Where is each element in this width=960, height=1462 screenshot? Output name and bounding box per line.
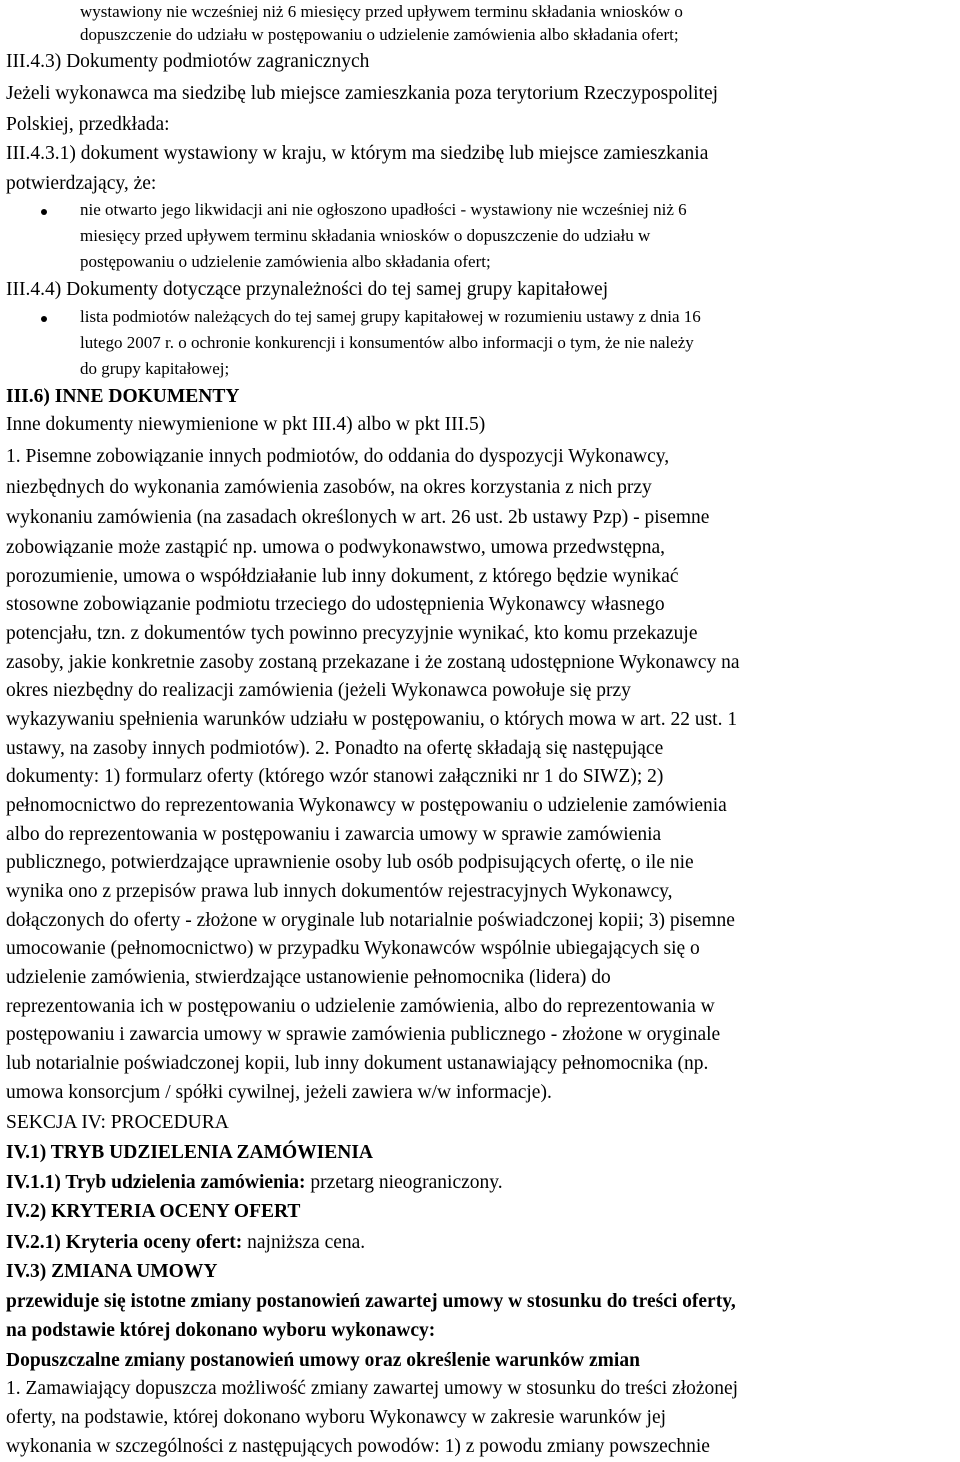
section-heading: IV.3) ZMIANA UMOWY [6,1261,218,1282]
text-line [6,1173,503,1193]
text-line: dołączonych do oferty - złożone w oryginale lub notarialnie poświadczonej kopii; 3) pisemne [6,910,735,931]
text-line: porozumienie, umowa o współdziałanie lub inny dokument, z którego będzie wynikać [6,566,679,587]
section-heading: SEKCJA IV: PROCEDURA [6,1112,229,1133]
text-line: potencjału, tzn. z dokumentów tych powinno precyzyjnie wynikać, kto komu przekazuje [6,623,698,644]
bullet-icon [41,209,47,215]
text-line: wykonaniu zamówienia (na zasadach określonych w art. 26 ust. 2b ustawy Pzp) - pisemne [6,507,710,528]
text-line: oferty, na podstawie, której dokonano wyboru Wykonawcy w zakresie warunków jej [6,1407,667,1428]
text-line: reprezentowania ich w postępowaniu o udzielenie zamówienia, albo do reprezentowania w [6,996,715,1017]
text-line: udzielenie zamówienia, stwierdzające ustanowienie pełnomocnika (lidera) do [6,967,611,988]
text-line: wykazywaniu spełnienia warunków udziału w postępowaniu, o których mowa w art. 22 ust. 1 [6,709,738,730]
field-label: IV.2.1) Kryteria oceny ofert: [6,1232,243,1253]
section-heading: Dopuszczalne zmiany postanowień umowy oraz określenie warunków zmian [6,1350,640,1371]
text-line: niezbędnych do wykonania zamówienia zasobów, na okres korzystania z nich przy [6,477,652,498]
text-line: zobowiązanie może zastąpić np. umowa o podwykonawstwo, umowa przedwstępna, [6,537,666,558]
text-line: Inne dokumenty niewymienione w pkt III.4) albo w pkt III.5) [6,414,486,435]
text-line: publicznego, potwierdzające uprawnienie osoby lub osób podpisujących ofertę, o ile nie [6,852,694,873]
section-heading: IV.1) TRYB UDZIELENIA ZAMÓWIENIA [6,1142,374,1163]
text-line: postępowaniu i zawarcia umowy w sprawie zamówienia publicznego - złożone w oryginale [6,1024,721,1045]
text-line: stosowne zobowiązanie podmiotu trzeciego do udostępnienia Wykonawcy własnego [6,594,665,615]
text-line: potwierdzający, że: [6,173,157,194]
text-line: Polskiej, przedkłada: [6,114,170,135]
bullet-icon [41,316,47,322]
text-line: wystawiony nie wcześniej niż 6 miesięcy przed upływem terminu składania wniosków o [80,2,683,21]
field-value: najniższa cena. [242,1232,366,1253]
list-item: nie otwarto jego likwidacji ani nie ogłoszono upadłości - wystawiony nie wcześniej niż 6 [80,200,687,219]
field-label: IV.1.1) Tryb udzielenia zamówienia: [6,1172,306,1193]
text-line: okres niezbędny do realizacji zamówienia (jeżeli Wykonawca powołuje się przy [6,680,631,701]
list-item: postępowaniu o udzielenie zamówienia albo składania ofert; [80,252,491,271]
section-heading: III.6) INNE DOKUMENTY [6,386,240,407]
text-line: 1. Pisemne zobowiązanie innych podmiotów, do oddania do dyspozycji Wykonawcy, [6,446,670,467]
text-line: wykonania w szczególności z następujących powodów: 1) z powodu zmiany powszechnie [6,1436,710,1457]
section-heading: III.4.3) Dokumenty podmiotów zagranicznych [6,51,370,72]
text-line: 1. Zamawiający dopuszcza możliwość zmiany zawartej umowy w stosunku do treści złożonej [6,1378,739,1399]
text-line [6,1233,365,1253]
text-line: na podstawie której dokonano wyboru wykonawcy: [6,1320,436,1341]
section-heading: III.4.4) Dokumenty dotyczące przynależności do tej samej grupy kapitałowej [6,279,609,300]
list-item: lista podmiotów należących do tej samej grupy kapitałowej w rozumieniu ustawy z dnia 16 [80,307,701,326]
text-line: dopuszczenie do udziału w postępowaniu o udzielenie zamówienia albo składania ofert; [80,25,679,44]
text-line: przewiduje się istotne zmiany postanowień zawartej umowy w stosunku do treści oferty, [6,1291,736,1312]
text-line: zasoby, jakie konkretnie zasoby zostaną przekazane i że zostaną udostępnione Wykonawcy na [6,652,740,673]
text-line: albo do reprezentowania w postępowaniu i zawarcia umowy w sprawie zamówienia [6,824,662,845]
text-line: III.4.3.1) dokument wystawiony w kraju, w którym ma siedzibę lub miejsce zamieszkania [6,143,709,164]
list-item: do grupy kapitałowej; [80,359,230,378]
text-line: umowa konsorcjum / spółki cywilnej, jeżeli zawiera w/w informacje). [6,1082,552,1103]
text-line: umocowanie (pełnomocnictwo) w przypadku Wykonawców wspólnie ubiegających się o [6,938,700,959]
field-value: przetarg nieograniczony. [305,1172,503,1193]
text-line: dokumenty: 1) formularz oferty (którego wzór stanowi załączniki nr 1 do SIWZ); 2) [6,766,664,787]
text-line: ustawy, na zasoby innych podmiotów). 2. Ponadto na ofertę składają się następujące [6,738,664,759]
list-item: lutego 2007 r. o ochronie konkurencji i konsumentów albo informacji o tym, że nie należy [80,333,694,352]
text-line: pełnomocnictwo do reprezentowania Wykonawcy w postępowaniu o udzielenie zamówienia [6,795,727,816]
section-heading: IV.2) KRYTERIA OCENY OFERT [6,1201,301,1222]
list-item: miesięcy przed upływem terminu składania wniosków o dopuszczenie do udziału w [80,226,651,245]
text-line: lub notarialnie poświadczonej kopii, lub inny dokument ustanawiający pełnomocnika (np. [6,1053,709,1074]
text-line: Jeżeli wykonawca ma siedzibę lub miejsce zamieszkania poza terytorium Rzeczypospolitej [6,83,719,104]
text-line: wynika ono z przepisów prawa lub innych dokumentów rejestracyjnych Wykonawcy, [6,881,673,902]
